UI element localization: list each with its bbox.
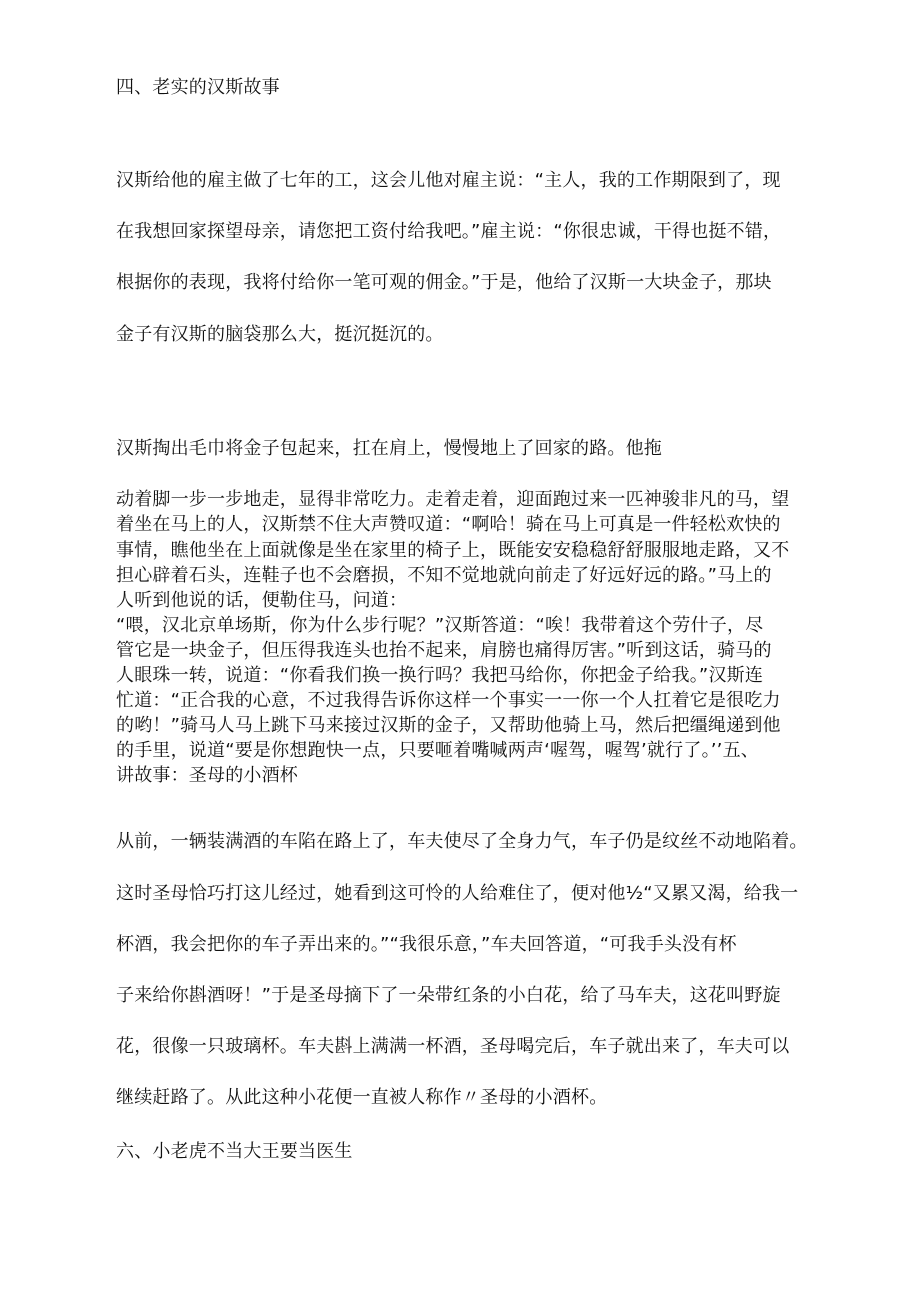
paragraph-2-line-4: 事情，瞧他坐在上面就像是坐在家里的椅子上，既能安安稳稳舒舒服服地走路，又不 <box>116 540 790 561</box>
section-heading-4: 四、老实的汉斯故事 <box>116 77 280 98</box>
paragraph-2-line-5: 担心辟着石头，连鞋子也不会磨损，不知不觉地就向前走了好远好远的路。”马上的 <box>116 565 772 586</box>
paragraph-2-line-12: 的手里，说道“要是你想跑快一点，只要咂着嘴喊两声‘喔驾，喔驾’就行了。’’五、 <box>116 740 760 761</box>
paragraph-2-line-6: 人听到他说的话，便勒住马，问道： <box>116 590 408 611</box>
paragraph-1-line-3: 根据你的表现，我将付给你一笔可观的佣金。”于是，他给了汉斯一大块金子，那块 <box>116 272 772 293</box>
paragraph-2-line-8: 管它是一块金子，但压得我连头也抬不起来，肩膀也痛得厉害。”听到这话，骑马的 <box>116 640 772 661</box>
paragraph-3-line-6: 继续赶路了。从此这种小花便一直被人称作〃圣母的小酒杯。 <box>116 1087 608 1108</box>
paragraph-1-line-2: 在我想回家探望母亲，请您把工资付给我吧。”雇主说：“你很忠诚，干得也挺不错， <box>116 221 782 242</box>
paragraph-2-line-13: 讲故事：圣母的小酒杯 <box>116 765 298 786</box>
paragraph-2-line-11: 的哟！”骑马人马上跳下马来接过汉斯的金子，又帮助他骑上马，然后把缰绳递到他 <box>116 715 781 736</box>
paragraph-2-line-7: “喂，汉北京单场斯，你为什么步行呢？”汉斯答道：“唉！我带着这个劳什子，尽 <box>116 615 764 636</box>
section-heading-6: 六、小老虎不当大王要当医生 <box>116 1141 353 1162</box>
paragraph-1-line-1: 汉斯给他的雇主做了七年的工，这会儿他对雇主说：“主人，我的工作期限到了，现 <box>116 170 781 191</box>
paragraph-2-line-10: 忙道：“正合我的心意，不过我得告诉你这样一个事实一一你一个人扛着它是很吃力 <box>116 690 781 711</box>
paragraph-3-line-1: 从前，一辆装满酒的车陷在路上了，车夫使尽了全身力气，车子仍是纹丝不动地陷着。 <box>116 831 808 852</box>
paragraph-2-line-3: 着坐在马上的人，汉斯禁不住大声赞叹道：“啊哈！骑在马上可真是一件轻松欢快的 <box>116 514 781 535</box>
paragraph-2-line-2: 动着脚一步一步地走，显得非常吃力。走着走着，迎面跑过来一匹神骏非凡的马，望 <box>116 489 790 510</box>
paragraph-3-line-3: 杯酒，我会把你的车子弄出来的。”“我很乐意，”车夫回答道，“可我手头没有杯 <box>116 934 737 955</box>
paragraph-1-line-4: 金子有汉斯的脑袋那么大，挺沉挺沉的。 <box>116 324 444 345</box>
paragraph-2-line-1: 汉斯掏出毛巾将金子包起来，扛在肩上，慢慢地上了回家的路。他拖 <box>116 438 662 459</box>
paragraph-3-line-4: 子来给你斟酒呀！”于是圣母摘下了一朵带红条的小白花，给了马车夫，这花叫野旋 <box>116 985 781 1006</box>
paragraph-2-line-9: 人眼珠一转，说道：“你看我们换一换行吗？我把马给你，你把金子给我。”汉斯连 <box>116 665 764 686</box>
paragraph-3-line-2: 这时圣母恰巧打这儿经过，她看到这可怜的人给难住了，便对他½“又累又渴，给我一 <box>116 883 799 904</box>
paragraph-3-line-5: 花，很像一只玻璃杯。车夫斟上满满一杯酒，圣母喝完后，车子就出来了，车夫可以 <box>116 1036 790 1057</box>
